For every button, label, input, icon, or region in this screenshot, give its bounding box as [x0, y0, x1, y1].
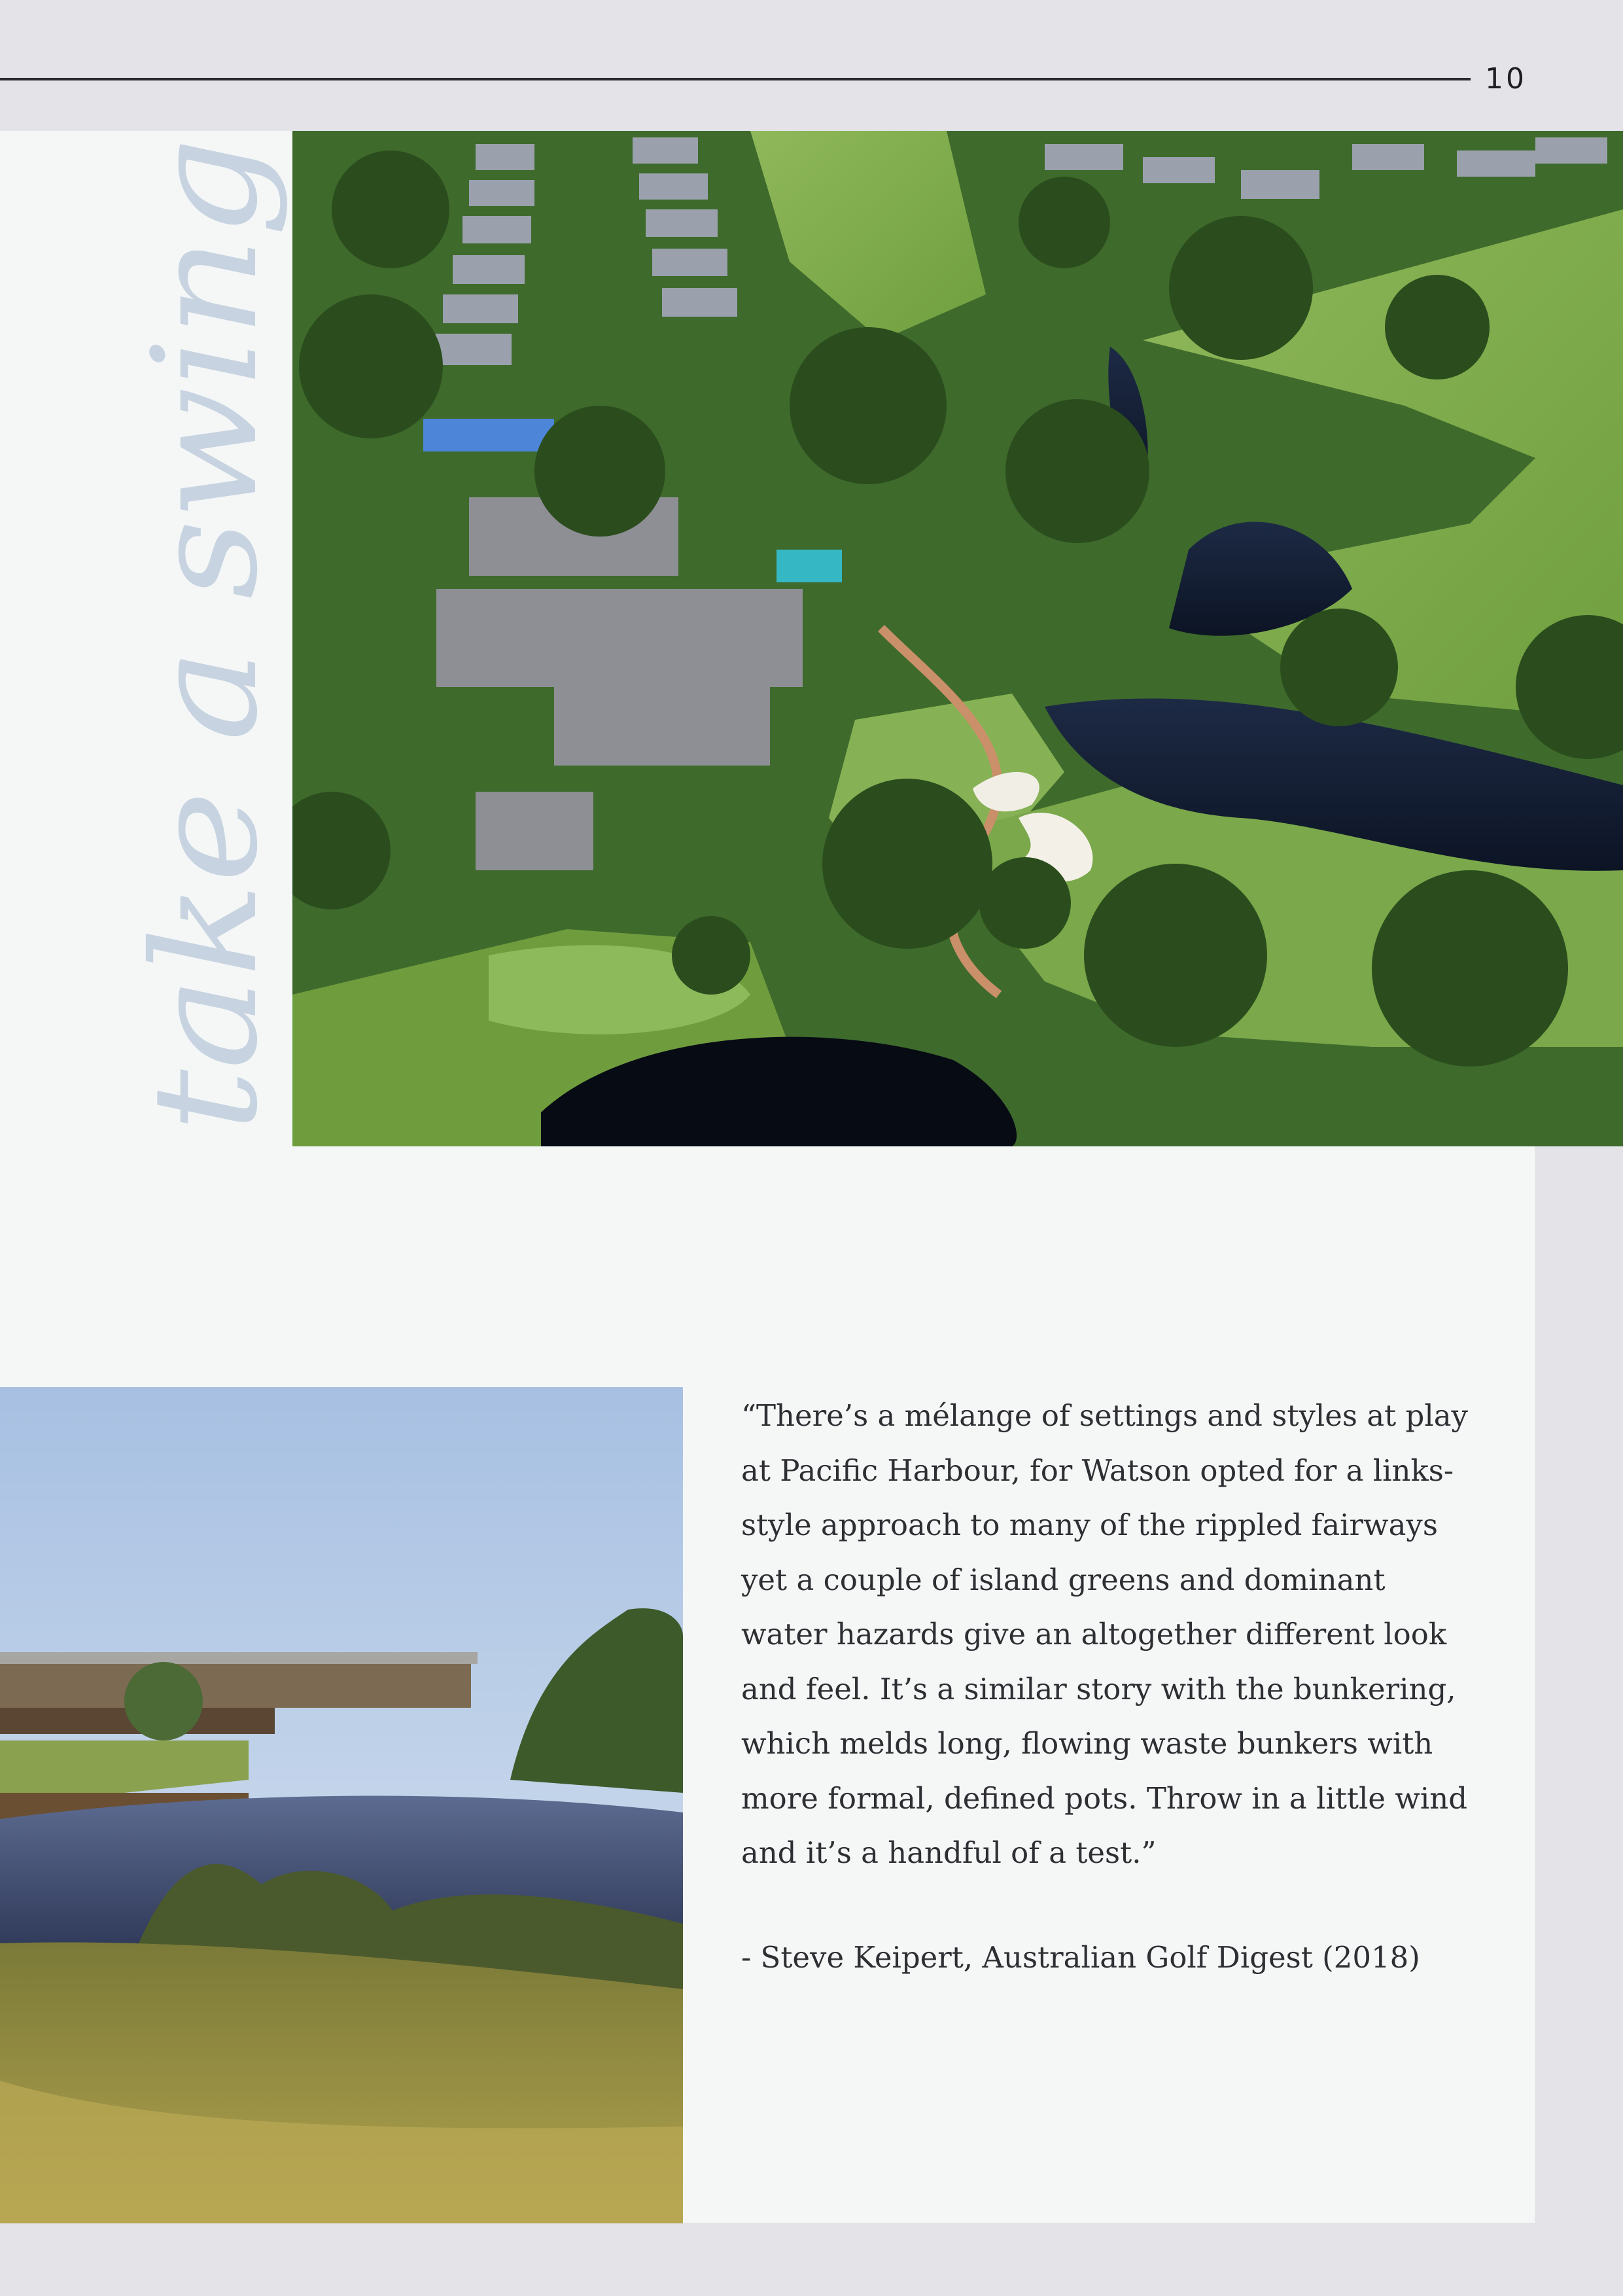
vertical-title [39, 131, 301, 1132]
quote-attribution: - Steve Keipert, Australian Golf Digest (2018) [741, 1940, 1420, 1975]
quote-line: and feel. It’s a similar story with the bunkering, [741, 1671, 1456, 1706]
quote-line: more formal, defined pots. Throw in a little wind [741, 1780, 1468, 1816]
quote-line: which melds long, flowing waste bunkers with [741, 1726, 1433, 1761]
quote-text [741, 1388, 1493, 1870]
vertical-title-text: take a swing [122, 210, 289, 1132]
quote-line: water hazards give an altogether different look [741, 1617, 1447, 1651]
quote-line: at Pacific Harbour, for Watson opted for a links- [741, 1453, 1454, 1488]
header-rule [0, 78, 1471, 80]
quote-line: and it’s a handful of a test.” [741, 1835, 1157, 1870]
clubhouse-lake-photo [0, 1387, 683, 2223]
page-number: 10 [1485, 62, 1527, 96]
aerial-course-photo [292, 131, 1623, 1146]
quote-line: yet a couple of island greens and dominant [741, 1562, 1386, 1597]
quote-line: style approach to many of the rippled fairways [741, 1508, 1438, 1542]
quote-line: “There’s a mélange of settings and styles at play [741, 1398, 1468, 1433]
